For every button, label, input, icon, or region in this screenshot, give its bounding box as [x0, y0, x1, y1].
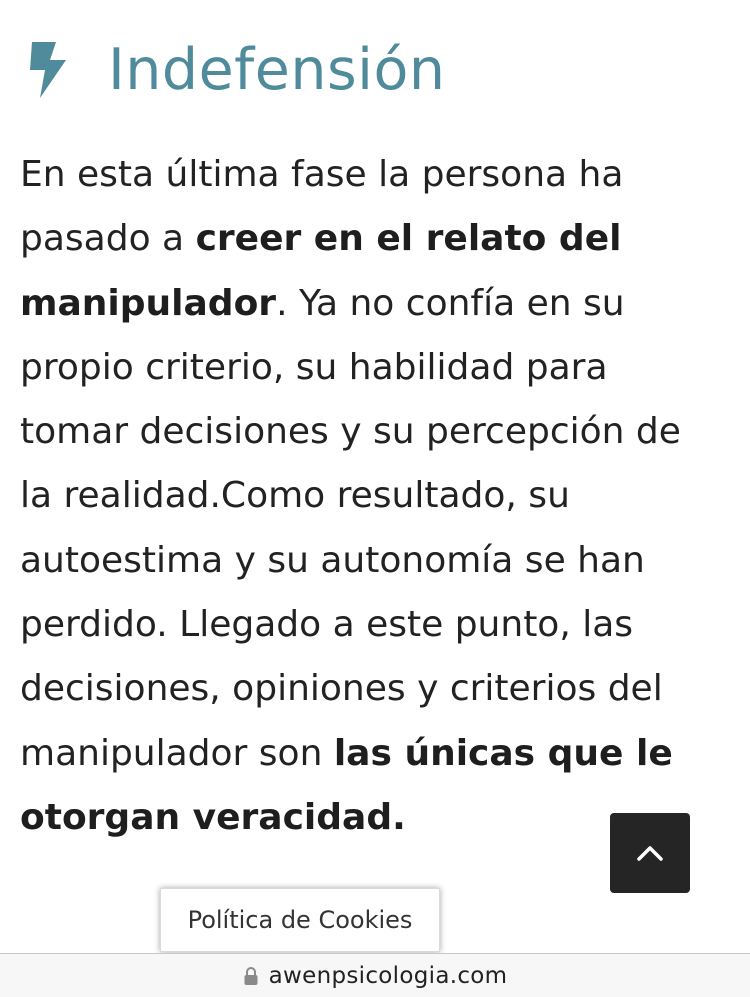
article-paragraph: [20, 143, 732, 850]
paragraph-line: decisiones, opiniones y criterios del: [20, 668, 663, 710]
paragraph-line: manipulador. Ya no confía en su: [20, 282, 625, 324]
emphasis-text: manipulador: [20, 282, 277, 324]
paragraph-line: pasado a creer en el relato del: [20, 218, 622, 260]
emphasis-text: las únicas que le: [333, 732, 673, 774]
paragraph-line: la realidad.Como resultado, su: [20, 475, 570, 517]
section-title: Indefensión: [108, 36, 446, 103]
lock-icon: [243, 966, 259, 986]
scroll-to-top-button[interactable]: [610, 813, 690, 893]
paragraph-line: manipulador son las únicas que le: [20, 732, 673, 774]
paragraph-line: tomar decisiones y su percepción de: [20, 411, 681, 453]
emphasis-text: otorgan veracidad.: [20, 796, 406, 838]
cookie-policy-button[interactable]: [160, 888, 440, 952]
paragraph-line: En esta última fase la persona ha: [20, 154, 624, 195]
url-text: awenpsicologia.com: [268, 962, 508, 989]
browser-address-bar[interactable]: [0, 953, 750, 997]
section-heading: [26, 30, 445, 110]
cookie-policy-label: Política de Cookies: [187, 906, 413, 934]
emphasis-text: creer en el relato del: [195, 218, 622, 260]
paragraph-line: autoestima y su autonomía se han: [20, 539, 645, 581]
chevron-up-icon: [636, 844, 664, 862]
lightning-bolt-icon: [26, 40, 70, 100]
paragraph-line: perdido. Llegado a este punto, las: [20, 604, 634, 646]
paragraph-line: propio criterio, su habilidad para: [20, 346, 608, 388]
